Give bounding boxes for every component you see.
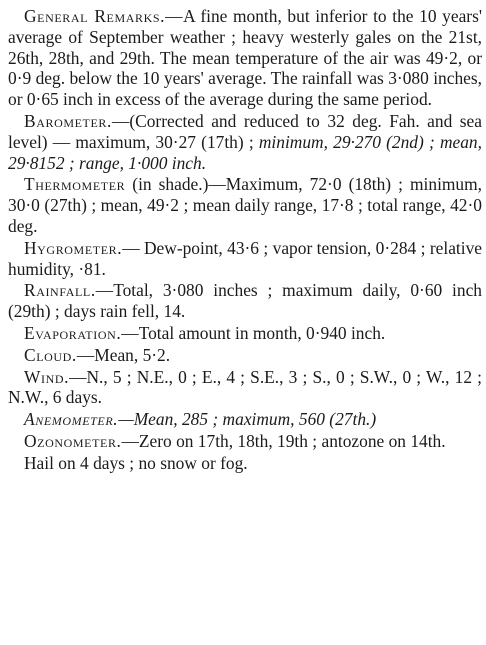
hygrometer-heading: Hygrometer. (24, 237, 123, 258)
barometer-paragraph (8, 111, 482, 173)
cloud-text: —Mean, 5·2. (76, 344, 171, 365)
anemometer-text: —Mean, 285 ; maximum, 560 (27th.) (118, 409, 377, 430)
cloud-paragraph (8, 345, 482, 366)
ozonometer-paragraph (8, 431, 482, 452)
evaporation-text: —Total amount in month, 0·940 inch. (121, 322, 386, 343)
general-remarks-heading: General Remarks.— (24, 6, 184, 26)
hygrometer-paragraph (8, 238, 482, 280)
wind-text: —N., 5 ; N.E., 0 ; E., 4 ; S.E., 3 ; S., 0 ; S.W., 0 ; W., 12 ; N.W., 6 days. (8, 366, 482, 408)
rainfall-text: —Total, 3·080 inches ; maximum daily, 0·60 inch (29th) ; days rain fell, 14. (8, 280, 482, 322)
ozonometer-text: —Zero on 17th, 18th, 19th ; antozone on 14th. (121, 430, 446, 451)
evaporation-paragraph (8, 323, 482, 344)
general-remarks-text: A fine month, but inferior to the 10 years' average of September weather ; heavy westerly gales on the 21st, 26th, 28th, and 29th. The mean temperature of the air was 49·2, or 0·9 deg. below the 10 years' average. The rainfall was 3·080 inches, or 0·65 inch in excess of the average during the same period. (8, 6, 482, 110)
thermometer-paragraph (8, 174, 482, 236)
closing-note: Hail on 4 days ; no snow or fog. (24, 452, 248, 473)
anemometer-paragraph (8, 409, 482, 430)
wind-heading: Wind. (24, 366, 70, 387)
weather-report (8, 6, 482, 475)
thermometer-text: (in shade.)—Maximum, 72·0 (18th) ; minimum, 30·0 (27th) ; mean, 49·2 ; mean daily range, 17·8 ; total range, 42·0 deg. (8, 174, 482, 236)
rainfall-paragraph (8, 280, 482, 322)
anemometer-heading: Anemometer. (24, 409, 119, 430)
evaporation-heading: Evaporation. (24, 322, 122, 343)
barometer-minimum-text: minimum, 29·270 (2nd) ; mean, 29·8152 ; range, 1·000 inch. (8, 131, 482, 173)
barometer-heading: Barometer. (24, 110, 112, 131)
hygrometer-text: — Dew-point, 43·6 ; vapor tension, 0·284 ; relative humidity, ·81. (8, 237, 482, 279)
thermometer-heading: Thermometer (24, 174, 126, 195)
general-remarks-paragraph (8, 6, 482, 110)
ozonometer-heading: Ozonometer. (24, 430, 122, 451)
wind-paragraph (8, 367, 482, 409)
cloud-heading: Cloud. (24, 344, 77, 365)
rainfall-heading: Rainfall. (24, 280, 96, 301)
barometer-lead-text: —(Corrected and reduced to 32 deg. Fah. and sea level) — maximum, 30·27 (17th) ; (8, 110, 482, 152)
